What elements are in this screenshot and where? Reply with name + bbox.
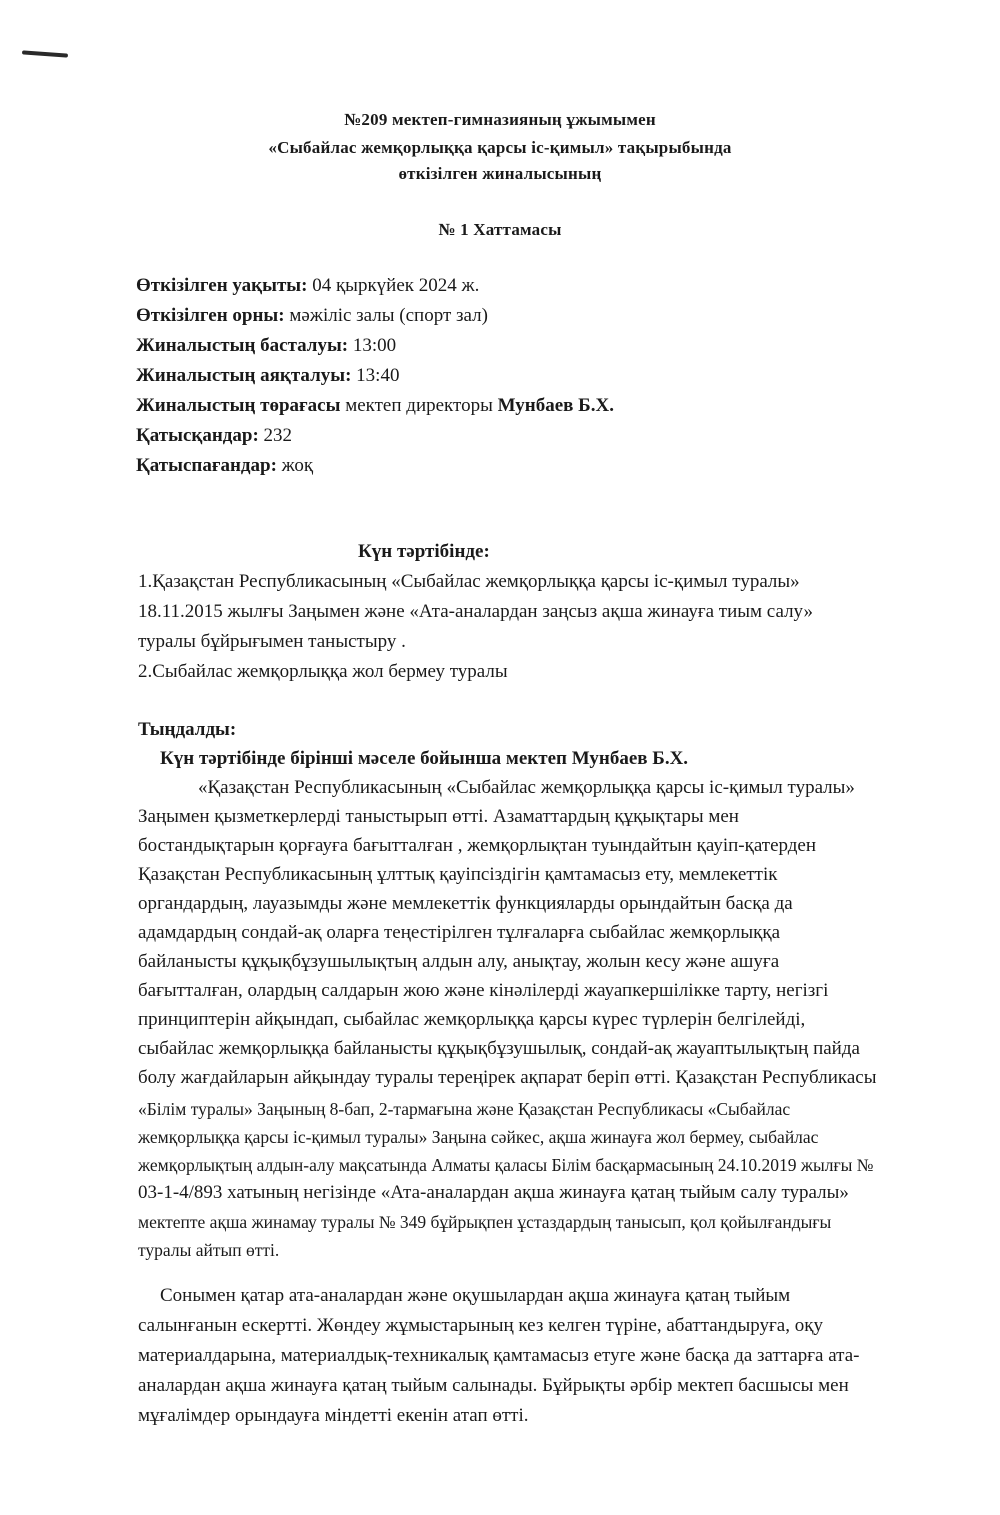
meta-present (136, 424, 292, 448)
meta-absent (136, 454, 313, 478)
paragraph1-line: жемқорлыққа қарсы іс-қимыл туралы» Заңына сәйкес, ақша жинауға жол бермеу, сыбайлас (138, 1127, 819, 1147)
meta-absent-value: жоқ (276, 455, 314, 476)
meta-time-value: 04 қыркүйек 2024 ж. (307, 275, 480, 296)
meta-end (136, 364, 399, 388)
agenda-line: 18.11.2015 жылғы Заңымен және «Ата-аналардан заңсыз ақша жинауға тиым салу» (138, 601, 814, 622)
protocol-number: № 1 Хаттамасы (438, 220, 562, 239)
meta-absent-label: Қатыспағандар: (136, 455, 277, 476)
meta-present-value: 232 (258, 425, 293, 446)
title-line-1: №209 мектеп-гимназияның ұжымымен (344, 110, 656, 129)
heard-first-line-text: Күн тәртібінде бірінші мәселе бойынша мектеп (160, 748, 572, 769)
agenda-line: 1.Қазақстан Республикасының «Сыбайлас жемқорлыққа қарсы іс-қимыл туралы» (138, 571, 800, 592)
paragraph1-line: органдардың, лауазымды және мемлекеттік функцияларды орындайтын басқа да (138, 893, 793, 914)
heard-heading: Тыңдалды: (138, 719, 237, 740)
meta-chair-label: Жиналыстың төрағасы (136, 395, 341, 416)
meta-end-label: Жиналыстың аяқталуы: (136, 365, 352, 386)
title-line-3: өткізілген жиналысының (398, 164, 602, 183)
paragraph1-line: болу жағдайларын айқындау туралы тереңірек ақпарат беріп өтті. Қазақстан Республикасы (138, 1067, 877, 1088)
paragraph1-line: принциптерін айқындап, сыбайлас жемқорлыққа қарсы күрес түрлерін белгілейді, (138, 1009, 806, 1030)
paragraph1-line: Қазақстан Республикасының ұлттық қауіпсіздігін қамтамасыз ету, мемлекеттік (138, 864, 778, 885)
meta-chair (136, 394, 614, 418)
agenda-heading: Күн тәртібінде: (358, 541, 490, 562)
meta-time (136, 274, 479, 298)
meta-place (136, 304, 488, 328)
paragraph1-line: сыбайлас жемқорлыққа байланысты құқықбұзушылық, сондай-ақ жауаптылықтың пайда (138, 1038, 860, 1059)
agenda-line: туралы бұйрығымен таныстыру . (138, 631, 406, 652)
paragraph2-line: аналардан ақша жинауға қатаң тыйым салынады. Бұйрықты әрбір мектеп басшысы мен (138, 1375, 849, 1396)
paragraph2-line: материалдарына, материалдық-техникалық қамтамасыз етуге және басқа да заттарға ата- (138, 1345, 860, 1366)
paragraph1-line: бостандықтарын қорғауға бағытталған , жемқорлықтан туындайтын қауіп-қатерден (138, 835, 817, 856)
paragraph1-line: «Білім туралы» Заңының 8-бап, 2-тармағына және Қазақстан Республикасы «Сыбайлас (138, 1099, 791, 1119)
paragraph1-line: бағытталған, олардың салдарын жою және кінәлілерді жауапкершілікке тарту, негізгі (138, 980, 829, 1001)
meta-place-value: мәжіліс залы (спорт зал) (284, 305, 488, 326)
agenda-line: 2.Сыбайлас жемқорлыққа жол бермеу туралы (138, 661, 508, 682)
meta-place-label: Өткізілген орны: (136, 305, 285, 326)
heard-first-line (160, 747, 688, 771)
paragraph1-line: мектепте ақша жинамау туралы № 349 бұйрықпен ұстаздардың танысып, қол қойылғандығы (138, 1212, 832, 1232)
meta-start-value: 13:00 (348, 335, 397, 356)
meta-present-label: Қатысқандар: (136, 425, 259, 446)
meta-time-label: Өткізілген уақыты: (136, 275, 308, 296)
meta-start (136, 334, 396, 358)
meta-start-label: Жиналыстың басталуы: (136, 335, 349, 356)
meta-chair-name: Мунбаев Б.Х. (497, 395, 614, 416)
paragraph1-line: жемқорлықтың алдын-алу мақсатында Алматы қаласы Білім басқармасының 24.10.2019 жылғы № (138, 1155, 874, 1175)
paragraph1-line: Заңымен қызметкерлерді таныстырып өтті. Азаматтардың құқықтары мен (138, 806, 739, 827)
meta-end-value: 13:40 (351, 365, 400, 386)
scan-artifact-mark (22, 50, 68, 57)
paragraph1-line: адамдардың сондай-ақ оларға теңестірілген тұлғаларға сыбайлас жемқорлыққа (138, 922, 781, 943)
paragraph1-line: 03-1-4/893 хатының негізінде «Ата-аналардан ақша жинауға қатаң тыйым салу туралы» (138, 1182, 849, 1203)
paragraph2-line: Сонымен қатар ата-аналардан және оқушылардан ақша жинауға қатаң тыйым (160, 1285, 791, 1306)
heard-speaker-name: Мунбаев Б.Х. (571, 748, 689, 769)
paragraph1-line: «Қазақстан Республикасының «Сыбайлас жемқорлыққа қарсы іс-қимыл туралы» (198, 777, 855, 798)
paragraph2-line: мұғалімдер орындауға міндетті екенін атап өтті. (138, 1405, 529, 1426)
meta-chair-mid: мектеп директоры (340, 395, 498, 416)
paragraph1-line: байланысты құқықбұзушылықтың алдын алу, анықтау, жолын кесу және ашуға (138, 951, 780, 972)
paragraph2-line: салынғанын ескертті. Жөндеу жұмыстарының кез келген түріне, абаттандыруға, оқу (138, 1315, 823, 1336)
paragraph1-line: туралы айтып өтті. (138, 1240, 280, 1260)
title-line-2: «Сыбайлас жемқорлыққа қарсы іс-қимыл» тақырыбында (268, 138, 732, 157)
